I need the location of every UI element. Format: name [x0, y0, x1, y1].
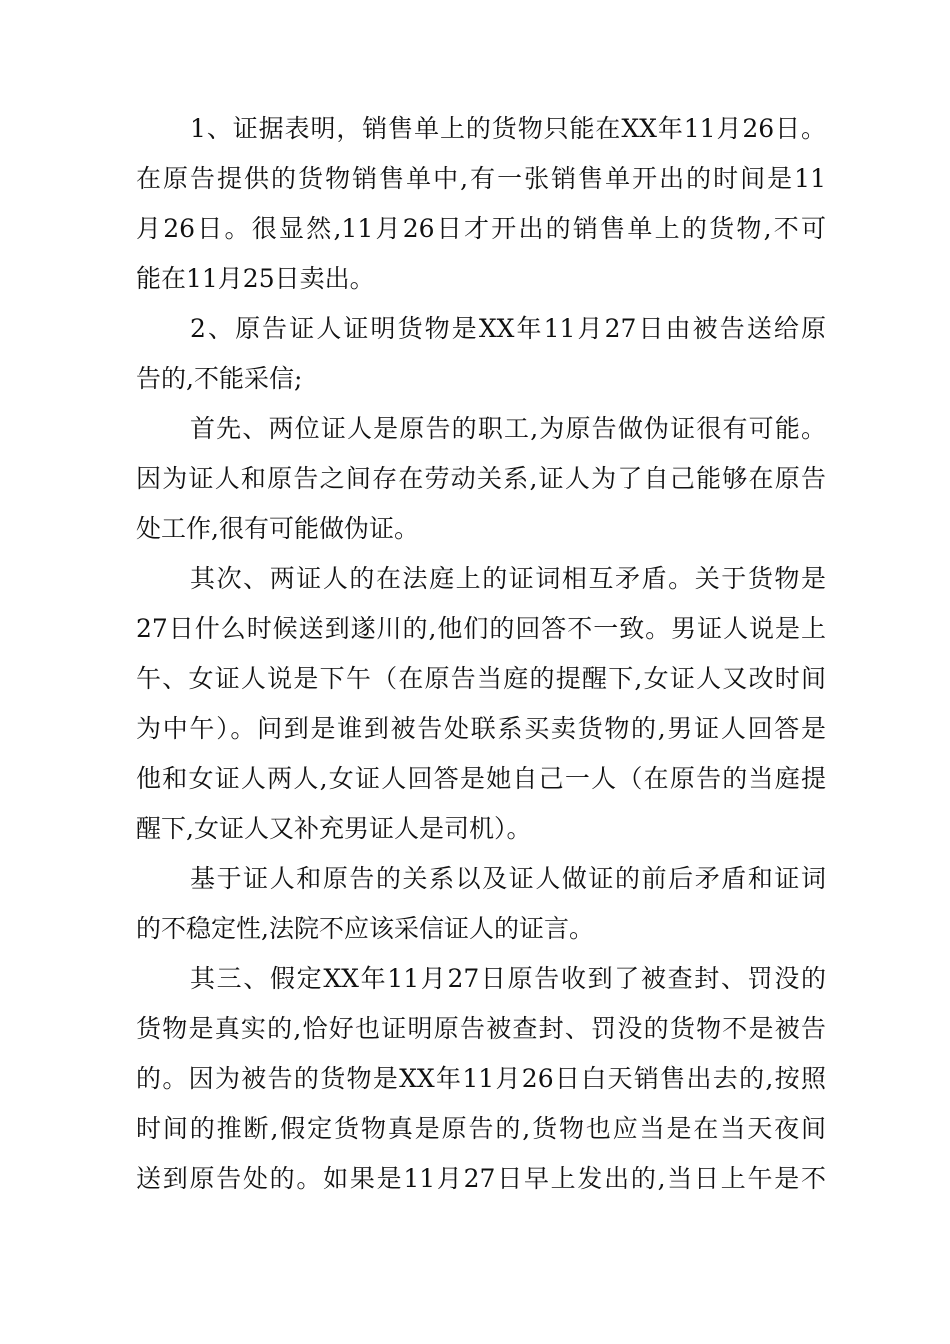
- paragraph-6: [136, 954, 826, 1204]
- text-line: 在原告提供的货物销售单中,有一张销售单开出的时间是11: [136, 164, 826, 193]
- text-line: 月26日。很显然,11月26日才开出的销售单上的货物,不可: [136, 214, 826, 243]
- text-line: 能在11月25日卖出。: [136, 264, 375, 293]
- text-line: 27日什么时候送到遂川的,他们的回答不一致。男证人说是上: [136, 614, 826, 643]
- text-line: 1、证据表明，销售单上的货物只能在XX年11月26日。: [190, 114, 826, 143]
- text-line: 午、女证人说是下午（在原告当庭的提醒下,女证人又改时间: [136, 664, 826, 693]
- text-line: 因为证人和原告之间存在劳动关系,证人为了自己能够在原告: [136, 464, 826, 493]
- paragraph-5: [136, 854, 826, 954]
- text-line: 为中午）。问到是谁到被告处联系买卖货物的,男证人回答是: [136, 714, 826, 743]
- text-line: 其三、假定XX年11月27日原告收到了被查封、罚没的: [190, 964, 826, 993]
- text-line: 处工作,很有可能做伪证。: [136, 514, 419, 543]
- text-line: 的不稳定性,法院不应该采信证人的证言。: [136, 914, 594, 943]
- paragraph-4: [136, 554, 826, 854]
- text-line: 的。因为被告的货物是XX年11月26日白天销售出去的,按照: [136, 1064, 826, 1093]
- text-line: 醒下,女证人又补充男证人是司机）。: [136, 814, 532, 843]
- text-line: 基于证人和原告的关系以及证人做证的前后矛盾和证词: [190, 864, 826, 893]
- text-line: 他和女证人两人,女证人回答是她自己一人（在原告的当庭提: [136, 764, 826, 793]
- document-body: [136, 104, 826, 1204]
- paragraph-1: [136, 104, 826, 304]
- text-line: 货物是真实的,恰好也证明原告被查封、罚没的货物不是被告: [136, 1014, 826, 1043]
- paragraph-2: [136, 304, 826, 404]
- text-line: 首先、两位证人是原告的职工,为原告做伪证很有可能。: [190, 414, 826, 443]
- paragraph-3: [136, 404, 826, 554]
- text-line: 其次、两证人的在法庭上的证词相互矛盾。关于货物是: [190, 564, 826, 593]
- text-line: 送到原告处的。如果是11月27日早上发出的,当日上午是不: [136, 1164, 826, 1193]
- text-line: 2、原告证人证明货物是XX年11月27日由被告送给原: [190, 314, 826, 343]
- text-line: 告的,不能采信;: [136, 364, 303, 393]
- text-line: 时间的推断,假定货物真是原告的,货物也应当是在当天夜间: [136, 1114, 826, 1143]
